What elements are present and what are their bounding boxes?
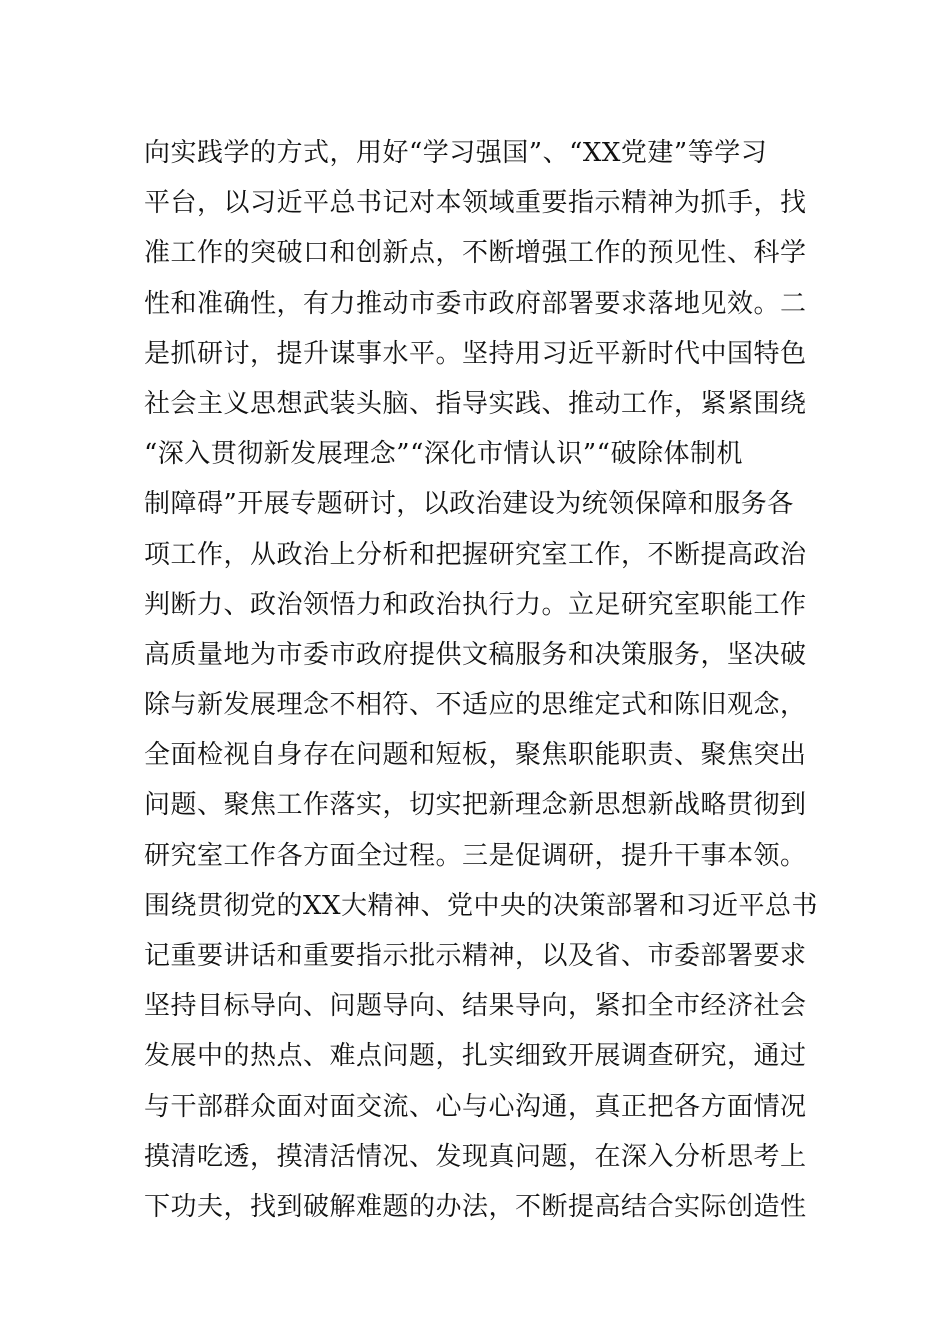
text-line: 坚持目标导向、问题导向、结果导向，紧扣全市经济社会 <box>144 991 807 1022</box>
text-line: 准工作的突破口和创新点，不断增强工作的预见性、科学 <box>144 238 807 269</box>
text-line: 社会主义思想武装头脑、指导实践、推动工作，紧紧围绕 <box>144 388 807 419</box>
text-line: “深入贯彻新发展理念”“深化市情认识”“破除体制机 <box>144 439 743 470</box>
text-line: 与干部群众面对面交流、心与心沟通，真正把各方面情况 <box>144 1091 807 1122</box>
text-line: 性和准确性，有力推动市委市政府部署要求落地见效。二 <box>144 288 807 319</box>
body-text <box>144 128 819 1232</box>
text-line: 摸清吃透，摸清活情况、发现真问题，在深入分析思考上 <box>144 1141 807 1172</box>
text-line: 全面检视自身存在问题和短板，聚焦职能职责、聚焦突出 <box>144 740 807 771</box>
text-line: 判断力、政治领悟力和政治执行力。立足研究室职能工作 <box>144 589 807 620</box>
text-line: 发展中的热点、难点问题，扎实细致开展调查研究，通过 <box>144 1041 807 1072</box>
text-line: 是抓研讨，提升谋事水平。坚持用习近平新时代中国特色 <box>144 338 807 369</box>
text-line: 围绕贯彻党的XX大精神、党中央的决策部署和习近平总书 <box>144 890 819 921</box>
text-line: 除与新发展理念不相符、不适应的思维定式和陈旧观念， <box>144 690 807 721</box>
text-line: 记重要讲话和重要指示批示精神，以及省、市委部署要求 <box>144 941 807 971</box>
text-line: 项工作，从政治上分析和把握研究室工作，不断提高政治 <box>144 539 807 570</box>
text-line: 向实践学的方式，用好“学习强国”、“XX党建”等学习 <box>144 138 768 168</box>
text-line: 研究室工作各方面全过程。三是促调研，提升干事本领。 <box>144 840 807 871</box>
text-line: 问题、聚焦工作落实，切实把新理念新思想新战略贯彻到 <box>144 790 807 821</box>
text-line: 平台，以习近平总书记对本领域重要指示精神为抓手，找 <box>144 188 807 219</box>
text-line: 下功夫，找到破解难题的办法，不断提高结合实际创造性 <box>144 1191 807 1222</box>
text-line: 高质量地为市委市政府提供文稿服务和决策服务，坚决破 <box>144 639 807 670</box>
text-line: 制障碍”开展专题研讨，以政治建设为统领保障和服务各 <box>144 489 794 520</box>
